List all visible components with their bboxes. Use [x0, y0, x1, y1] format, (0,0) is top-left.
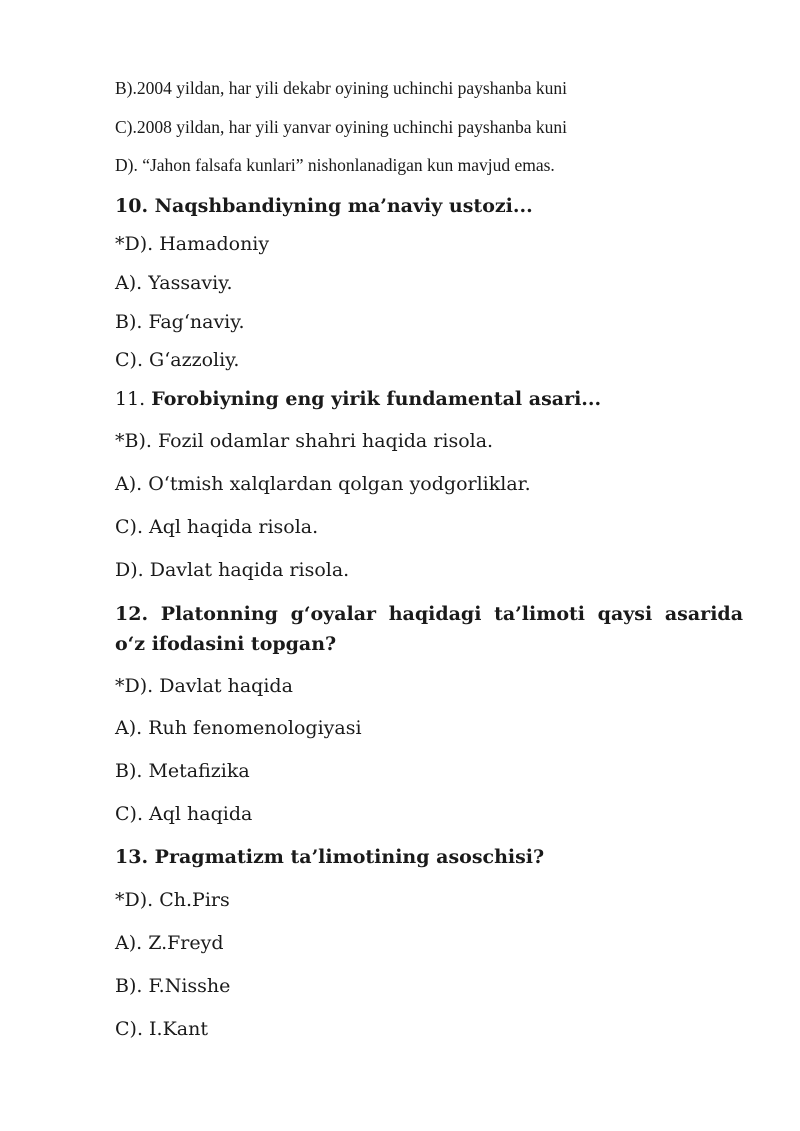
q12-answer: *D). Davlat haqida [115, 675, 293, 697]
q11-answer: *B). Fozil odamlar shahri haqida risola. [115, 430, 494, 452]
q11-question-line [115, 387, 601, 411]
q13-option-a: A). Z.Freyd [115, 932, 224, 954]
q11-number: 11. [115, 388, 152, 410]
q10-option-b: B). Fag‘naviy. [115, 311, 245, 333]
q9-option-d: D). “Jahon falsafa kunlari” nishonlanadigan kun mavjud emas. [115, 155, 555, 175]
q10-option-c: C). G‘azzoliy. [115, 349, 240, 371]
q13-option-c: C). I.Kant [115, 1018, 208, 1040]
q9-option-c: C).2008 yildan, har yili yanvar oyining uchinchi payshanba kuni [115, 117, 567, 137]
q12-question-block [115, 599, 743, 659]
q12-option-b: B). Metafizika [115, 760, 250, 782]
q10-option-a: A). Yassaviy. [115, 272, 233, 294]
q9-option-b: B).2004 yildan, har yili dekabr oyining uchinchi payshanba kuni [115, 78, 567, 98]
q11-question: Forobiyning eng yirik fundamental asari... [151, 388, 602, 410]
q12-question: Platonning g‘oyalar haqidagi ta’limoti qaysi asarida o‘z ifodasini topgan? [115, 603, 744, 655]
q11-option-d: D). Davlat haqida risola. [115, 559, 350, 581]
q12-option-c: C). Aql haqida [115, 803, 253, 825]
q13-option-b: B). F.Nisshe [115, 975, 231, 997]
q11-option-a: A). O‘tmish xalqlardan qolgan yodgorliklar. [115, 473, 531, 495]
q11-option-c: C). Aql haqida risola. [115, 516, 319, 538]
q10-answer: *D). Hamadoniy [115, 233, 270, 255]
q12-option-a: A). Ruh fenomenologiyasi [115, 717, 362, 739]
q13-question: 13. Pragmatizm ta’limotining asoschisi? [115, 846, 545, 868]
q12-number: 12. [115, 603, 161, 625]
q10-question: 10. Naqshbandiyning ma’naviy ustozi... [115, 195, 533, 217]
q13-answer: *D). Ch.Pirs [115, 889, 230, 911]
